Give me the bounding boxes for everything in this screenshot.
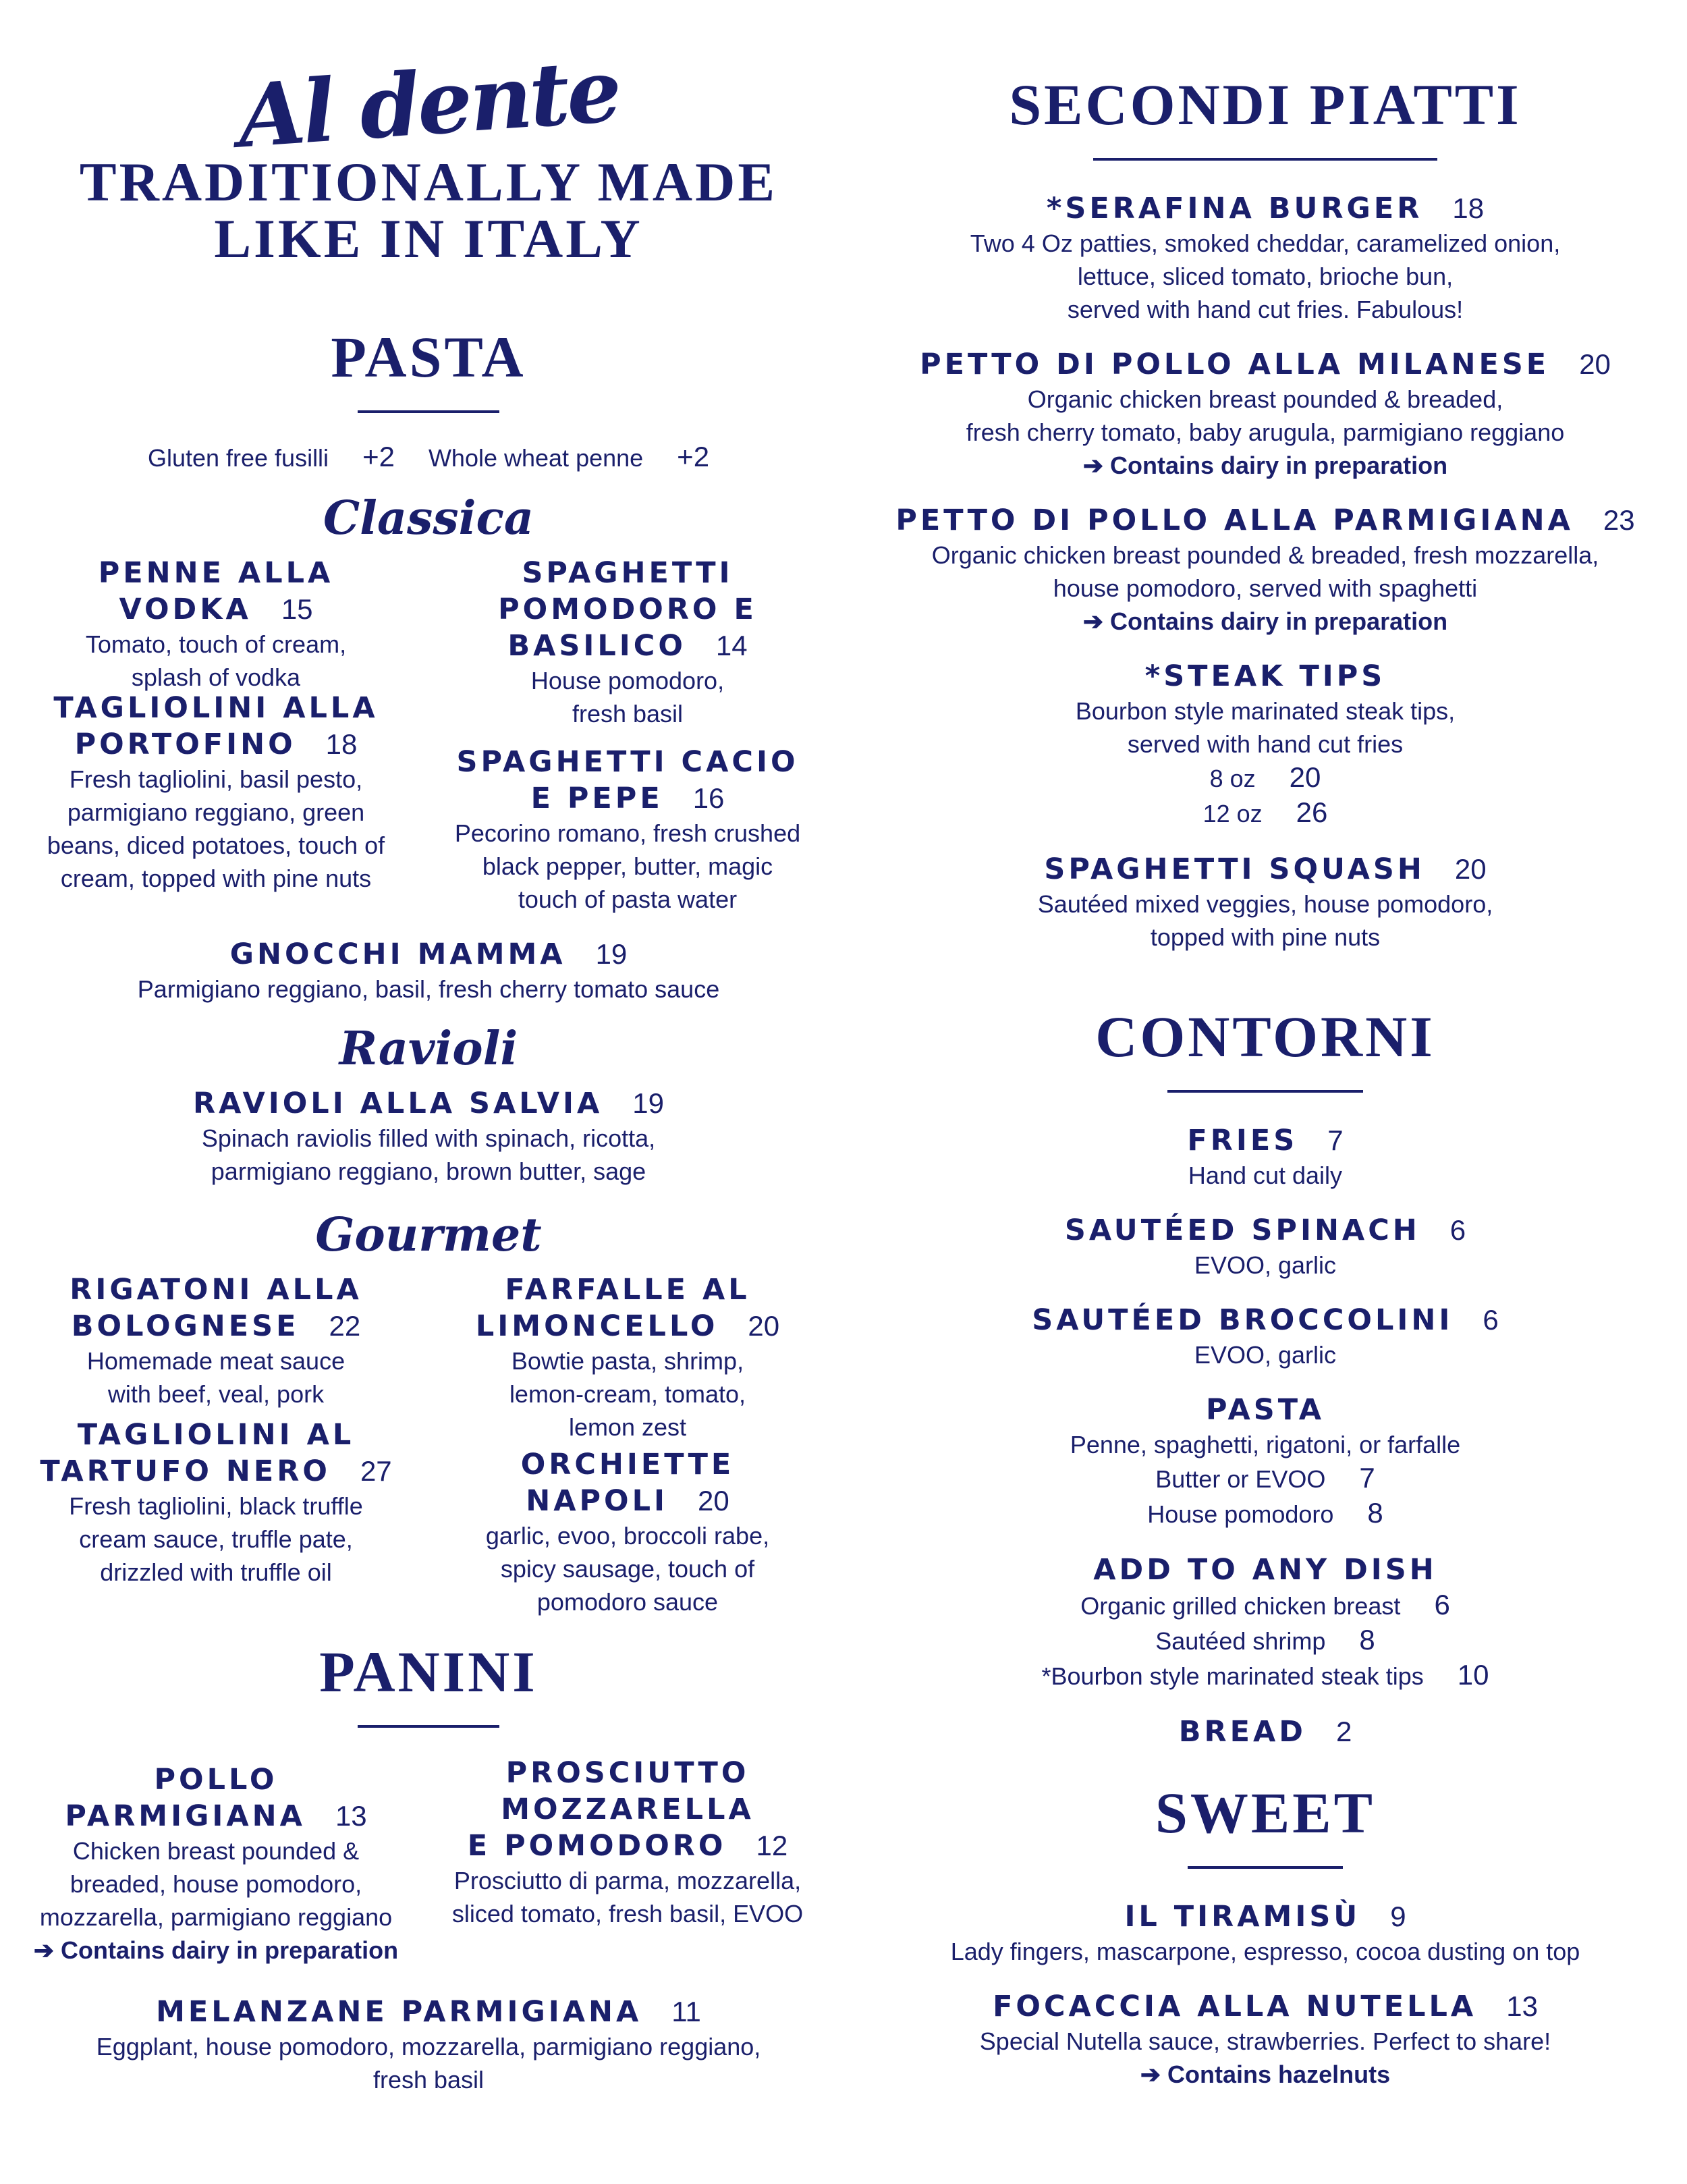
item-desc: parmigiano reggiano, brown butter, sage [211, 1157, 646, 1185]
item-desc: EVOO, garlic [1194, 1251, 1337, 1279]
option-price: 6 [1434, 1589, 1450, 1620]
item-price: 7 [1327, 1124, 1344, 1156]
item-name-line: POLLO PARMIGIANA [65, 1763, 306, 1833]
option-label: Butter or EVOO [1155, 1465, 1326, 1493]
classica-grid [27, 555, 830, 916]
section-title-sweet: SWEET [1155, 1780, 1375, 1845]
panini-grid [27, 1755, 830, 1967]
menu-item-side-pasta [870, 1392, 1660, 1531]
item-desc: Fresh tagliolini, basil pesto, [69, 765, 363, 793]
item-name-line: PETTO DI POLLO ALLA PARMIGIANA [895, 503, 1574, 537]
item-name-line: LIMONCELLO [475, 1309, 719, 1343]
item-name-line: E POMODORO [467, 1829, 727, 1863]
menu-item-prosciutto [425, 1755, 830, 1967]
item-desc: garlic, evoo, broccoli rabe, [485, 1522, 770, 1550]
size-option [870, 796, 1660, 831]
item-price: 19 [632, 1087, 664, 1119]
item-name [425, 744, 830, 817]
item-desc: lettuce, sliced tomato, brioche bun, [1077, 263, 1454, 290]
item-price: 23 [1603, 504, 1635, 536]
item-name [870, 1988, 1660, 2025]
item-name [870, 346, 1660, 383]
item-desc: House pomodoro, [530, 667, 725, 694]
item-name-line: FRIES [1187, 1124, 1298, 1157]
item-name [27, 1762, 405, 1834]
item-desc: served with hand cut fries. Fabulous! [1067, 296, 1464, 323]
item-price: 20 [698, 1485, 729, 1517]
item-name-line: FARFALLE AL [505, 1273, 750, 1307]
item-price: 20 [1454, 853, 1487, 885]
item-name [27, 1417, 405, 1490]
pasta-option [870, 1461, 1660, 1496]
item-desc: lemon zest [568, 1413, 687, 1441]
menu-item-fries [870, 1122, 1660, 1192]
item-desc: Prosciutto di parma, mozzarella, [453, 1867, 802, 1894]
option-price: 8 [1359, 1624, 1375, 1656]
dairy-note: ➔ Contains dairy in preparation [1082, 452, 1448, 479]
item-name-line: SPAGHETTI SQUASH [1044, 852, 1425, 886]
item-desc: fresh cherry tomato, baby arugula, parmigiano reggiano [966, 418, 1565, 446]
item-desc: touch of pasta water [518, 885, 738, 913]
secondi-section [870, 72, 1660, 954]
item-price: 13 [1506, 1990, 1538, 2022]
item-price: 19 [595, 938, 628, 970]
subsection-title-classica: Classica [323, 491, 534, 545]
section-title-secondi: SECONDI PIATTI [1009, 72, 1522, 137]
item-desc: topped with pine nuts [1150, 923, 1381, 951]
option-price: +2 [362, 441, 395, 472]
item-name-line: IL TIRAMISÙ [1124, 1900, 1361, 1934]
menu-item-tiramisu [870, 1899, 1660, 1968]
item-name-line: *SERAFINA BURGER [1046, 192, 1423, 225]
item-price: 18 [325, 728, 358, 760]
menu-item-spaghetti-pomodoro [425, 555, 830, 730]
add-option [870, 1588, 1660, 1623]
item-desc: breaded, house pomodoro, [70, 1870, 362, 1898]
item-name: PASTA [1205, 1393, 1325, 1427]
item-desc: Two 4 Oz patties, smoked cheddar, caramelized onion, [970, 229, 1561, 257]
item-price: 15 [281, 593, 313, 625]
menu-item-gnocchi [27, 936, 830, 1006]
item-price: 18 [1452, 192, 1485, 224]
item-desc: Organic chicken breast pounded & breaded, [1027, 385, 1503, 413]
item-name-line: PORTOFINO [74, 728, 296, 761]
item-name [425, 1272, 830, 1344]
divider [1093, 158, 1437, 161]
item-desc: sliced tomato, fresh basil, EVOO [451, 1900, 804, 1928]
item-desc: spicy sausage, touch of [500, 1555, 755, 1583]
item-name: ADD TO ANY DISH [1093, 1553, 1437, 1587]
item-name [27, 1994, 830, 2030]
item-desc: Sautéed mixed veggies, house pomodoro, [1037, 890, 1493, 918]
item-desc: Hand cut daily [1188, 1162, 1343, 1189]
item-desc: served with hand cut fries [1127, 730, 1404, 758]
menu-item-orchiette [425, 1446, 830, 1618]
item-price: 6 [1483, 1304, 1499, 1336]
item-name [870, 1714, 1660, 1750]
option-label: Gluten free fusilli [147, 444, 329, 472]
dairy-note: ➔ Contains dairy in preparation [33, 1936, 399, 1964]
option-price: 8 [1367, 1497, 1383, 1529]
item-name [870, 851, 1660, 888]
item-name [870, 1899, 1660, 1935]
right-column [870, 0, 1660, 2111]
menu-item-parmigiana [870, 502, 1660, 638]
menu-item-burger [870, 190, 1660, 326]
item-desc: Fresh tagliolini, black truffle [69, 1492, 363, 1520]
item-name-line: BREAD [1178, 1715, 1306, 1749]
item-name [425, 555, 830, 664]
panini-section [27, 1639, 830, 2096]
option-label: Sautéed shrimp [1155, 1627, 1326, 1655]
item-name-line: SAUTÉED SPINACH [1064, 1213, 1420, 1247]
menu-item-pollo-parmigiana [27, 1762, 405, 1967]
logo: Al dente [234, 40, 623, 168]
menu-item-add-to-any-dish [870, 1552, 1660, 1693]
item-desc: Spinach raviolis filled with spinach, ricotta, [201, 1124, 656, 1152]
menu-item-milanese [870, 346, 1660, 482]
add-option [870, 1623, 1660, 1658]
size-price: 20 [1289, 761, 1321, 793]
item-desc: beans, diced potatoes, touch of [47, 831, 385, 859]
item-price: 16 [692, 782, 725, 814]
section-title-panini: PANINI [319, 1639, 538, 1704]
menu-item-farfalle [425, 1272, 830, 1444]
sweet-section [870, 1780, 1660, 2091]
item-desc: Chicken breast pounded & [72, 1837, 360, 1865]
menu-item-broccolini [870, 1302, 1660, 1371]
item-name-line: MOZZARELLA [501, 1793, 754, 1826]
menu-item-nutella [870, 1988, 1660, 2091]
item-desc: splash of vodka [131, 663, 301, 691]
item-name-line: PETTO DI POLLO ALLA MILANESE [920, 348, 1550, 381]
size-label: 8 oz [1209, 765, 1256, 792]
section-title-pasta: PASTA [331, 325, 526, 389]
subsection-title-ravioli: Ravioli [339, 1022, 518, 1076]
item-name [27, 1272, 405, 1344]
item-name-line: TARTUFO NERO [40, 1454, 331, 1488]
menu-item-cacio-pepe [425, 744, 830, 916]
item-desc: drizzled with truffle oil [100, 1558, 332, 1586]
item-desc: Parmigiano reggiano, basil, fresh cherry tomato sauce [137, 975, 720, 1003]
item-name-line: E PEPE [530, 782, 663, 815]
item-name-line: BOLOGNESE [71, 1309, 300, 1343]
item-name-line: ORCHIETTE NAPOLI [520, 1448, 735, 1518]
menu-item-ravioli-salvia [27, 1085, 830, 1188]
item-name-line: FOCACCIA ALLA NUTELLA [993, 1990, 1477, 2023]
allergen-note: ➔ Contains hazelnuts [1140, 2060, 1391, 2088]
item-price: 13 [335, 1800, 367, 1832]
item-desc: Bowtie pasta, shrimp, [511, 1347, 744, 1375]
size-option [870, 761, 1660, 796]
option-price: 10 [1457, 1659, 1489, 1691]
menu-item-melanzane [27, 1994, 830, 2096]
item-desc: Penne, spaghetti, rigatoni, or farfalle [1070, 1431, 1461, 1458]
menu-item-spinach [870, 1212, 1660, 1282]
option-label: Whole wheat penne [428, 444, 644, 472]
section-title-contorni: CONTORNI [1095, 1004, 1435, 1069]
item-name [425, 1446, 830, 1519]
item-desc: cream sauce, truffle pate, [79, 1525, 353, 1553]
item-desc: Tomato, touch of cream, [85, 630, 347, 658]
menu-item-squash [870, 851, 1660, 954]
item-price: 2 [1335, 1716, 1352, 1747]
item-desc: EVOO, garlic [1194, 1341, 1337, 1369]
menu-item-bread [870, 1714, 1660, 1750]
item-name [870, 1212, 1660, 1249]
item-name [27, 690, 405, 763]
item-price: 6 [1449, 1214, 1466, 1246]
item-name-line: BASILICO [507, 629, 686, 663]
item-desc: mozzarella, parmigiano reggiano [39, 1903, 393, 1931]
size-label: 12 oz [1202, 800, 1263, 827]
option-label: Organic grilled chicken breast [1080, 1592, 1401, 1620]
item-name-line: PROSCIUTTO [505, 1756, 750, 1790]
item-name-line: RIGATONI ALLA [70, 1273, 362, 1307]
item-name-line: SAUTÉED BROCCOLINI [1032, 1303, 1454, 1337]
item-name-line: PENNE ALLA [98, 556, 334, 590]
tagline-line-1: TRADITIONALLY MADE [79, 151, 778, 213]
item-name [27, 1085, 830, 1122]
item-name-line: TAGLIOLINI AL [77, 1418, 355, 1452]
item-price: 12 [756, 1830, 788, 1861]
item-price: 11 [671, 1996, 701, 2027]
subsection-title-gourmet: Gourmet [315, 1208, 542, 1262]
item-name-line: SPAGHETTI CACIO [456, 745, 799, 779]
item-name [425, 1755, 830, 1864]
item-price: 22 [329, 1310, 361, 1342]
item-desc: black pepper, butter, magic [482, 852, 773, 880]
option-price: 7 [1359, 1462, 1375, 1494]
size-price: 26 [1296, 796, 1328, 828]
item-desc: Special Nutella sauce, strawberries. Perfect to share! [979, 2027, 1551, 2055]
item-name-line: GNOCCHI MAMMA [229, 937, 566, 971]
item-desc: Pecorino romano, fresh crushed [454, 819, 801, 847]
pasta-options [27, 440, 830, 475]
item-price: 20 [748, 1310, 780, 1342]
item-desc: with beef, veal, pork [107, 1380, 325, 1408]
item-name [870, 190, 1660, 227]
option-price: +2 [677, 441, 710, 472]
divider [1188, 1866, 1343, 1869]
item-name [27, 555, 405, 628]
item-desc: Lady fingers, mascarpone, espresso, cocoa dusting on top [950, 1938, 1580, 1965]
item-desc: fresh basil [372, 2066, 485, 2094]
item-name [870, 1302, 1660, 1338]
menu-item-tagliolini-portofino [27, 690, 405, 916]
item-desc: cream, topped with pine nuts [60, 865, 372, 892]
divider [358, 410, 499, 413]
item-desc: Eggplant, house pomodoro, mozzarella, parmigiano reggiano, [96, 2033, 761, 2060]
item-price: 20 [1579, 348, 1611, 380]
add-option [870, 1658, 1660, 1693]
item-name-line: MELANZANE PARMIGIANA [156, 1995, 642, 2029]
left-column [27, 0, 830, 2117]
menu-item-tartufo [27, 1417, 405, 1618]
item-name [870, 502, 1660, 539]
divider [1167, 1090, 1363, 1093]
item-name-line: TAGLIOLINI ALLA [53, 691, 379, 725]
menu-item-steak-tips [870, 658, 1660, 831]
item-name-line: POMODORO E [498, 593, 757, 626]
item-name-line: VODKA [119, 593, 252, 626]
tagline [27, 151, 830, 269]
item-name: *STEAK TIPS [1144, 659, 1386, 693]
item-name-line: SPAGHETTI [522, 556, 734, 590]
item-desc: Homemade meat sauce [86, 1347, 345, 1375]
option-label: *Bourbon style marinated steak tips [1041, 1662, 1424, 1690]
gourmet-grid [27, 1272, 830, 1618]
item-price: 27 [360, 1455, 392, 1487]
item-desc: house pomodoro, served with spaghetti [1053, 574, 1478, 602]
item-desc: parmigiano reggiano, green [67, 798, 365, 826]
item-name-line: RAVIOLI ALLA SALVIA [192, 1087, 603, 1120]
item-desc: fresh basil [572, 700, 684, 728]
pasta-option [870, 1496, 1660, 1531]
item-name [27, 936, 830, 973]
pasta-section [27, 325, 830, 1618]
option-label: House pomodoro [1147, 1500, 1334, 1528]
item-price: 9 [1390, 1901, 1406, 1932]
tagline-line-2: LIKE IN ITALY [214, 208, 643, 269]
item-desc: Bourbon style marinated steak tips, [1075, 697, 1456, 725]
contorni-section [870, 1004, 1660, 1750]
item-desc: lemon-cream, tomato, [509, 1380, 746, 1408]
item-desc: pomodoro sauce [536, 1588, 719, 1616]
item-name [870, 1122, 1660, 1159]
item-desc: Organic chicken breast pounded & breaded, fresh mozzarella, [931, 541, 1599, 569]
item-price: 14 [715, 630, 748, 661]
divider [358, 1725, 499, 1728]
dairy-note: ➔ Contains dairy in preparation [1082, 607, 1448, 635]
